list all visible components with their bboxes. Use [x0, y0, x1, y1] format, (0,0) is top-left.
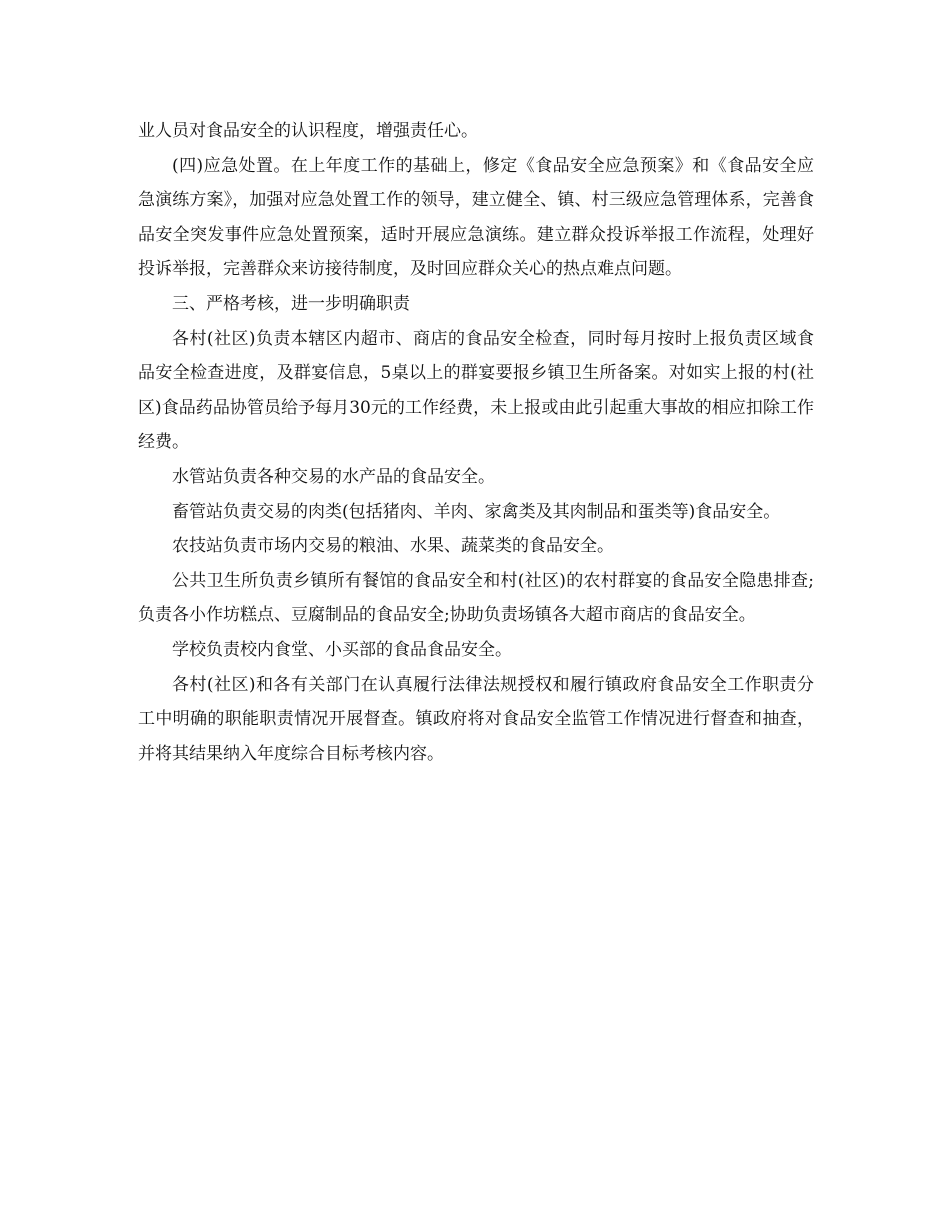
paragraph-agri-station: 农技站负责市场内交易的粮油、水果、蔬菜类的食品安全。 — [172, 536, 614, 557]
paragraph-public-health: 公共卫生所负责乡镇所有餐馆的食品安全和村(社区)的农村群宴的食品安全隐患排查;负责各小作坊糕点、豆腐制品的食品安全;协助负责场镇各大超市商店的食品安全。 — [138, 570, 814, 626]
paragraph-supervision: 各村(社区)和各有关部门在认真履行法律法规授权和履行镇政府食品安全工作职责分工中明确的职能职责情况开展督查。镇政府将对食品安全监管工作情况进行督查和抽查，并将其结果纳入年度综合目标考核内容。 — [138, 674, 814, 764]
paragraph-school: 学校负责校内食堂、小买部的食品食品安全。 — [172, 639, 512, 660]
paragraph-emergency-response: (四)应急处置。在上年度工作的基础上，修定《食品安全应急预案》和《食品安全应急演练方案》，加强对应急处置工作的领导，建立健全、镇、村三级应急管理体系，完善食品安全突发事件应急处置预案，适时开展应急演练。建立群众投诉举报工作流程，处理好投诉举报，完善群众来访接待制度，及时回应群众关心的热点难点问题。 — [138, 155, 814, 280]
paragraph-water-station: 水管站负责各种交易的水产品的食品安全。 — [172, 466, 495, 487]
document-body — [138, 114, 814, 771]
paragraph-village-duty: 各村(社区)负责本辖区内超市、商店的食品安全检查，同时每月按时上报负责区域食品安全检查进度，及群宴信息，5桌以上的群宴要报乡镇卫生所备案。对如实上报的村(社区)食品药品协管员给予每月30元的工作经费，未上报或由此引起重大事故的相应扣除工作经费。 — [138, 328, 814, 453]
section-heading-assessment: 三、严格考核，进一步明确职责 — [172, 293, 410, 314]
paragraph-continuation: 业人员对食品安全的认识程度，增强责任心。 — [138, 121, 478, 141]
paragraph-livestock-station: 畜管站负责交易的肉类(包括猪肉、羊肉、家禽类及其肉制品和蛋类等)食品安全。 — [172, 501, 781, 522]
